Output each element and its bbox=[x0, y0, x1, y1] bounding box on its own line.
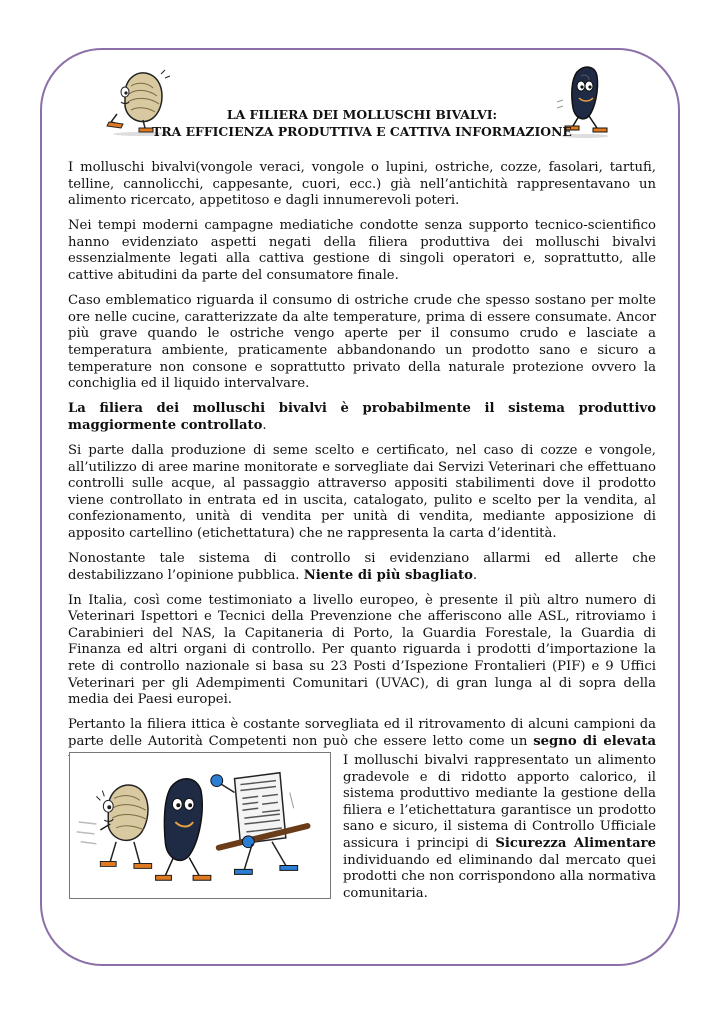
paragraph-6-bold: Niente di più sbagliato bbox=[303, 567, 473, 583]
paragraph-4-end: . bbox=[262, 417, 267, 433]
paragraph-8-end: . bbox=[287, 750, 292, 766]
mussel-character-icon bbox=[156, 779, 211, 880]
paragraph-7: In Italia, così come testimoniato a livello europeo, è presente il più altro numero di Veterinari Ispettori e Tecnici della Prevenzione che afferiscono alle ASL, ritroviamo i Carabinieri del NAS, la Capitaneria di Porto, la Guardia Forestale, la Guardia di Finanza ed altri organi di controllo. Per quanto riguarda i prodotti d’importazione la rete di controllo nazionale si basa su 23 Posti d’Ispezione Frontalieri (PIF) e 9 Uffici Veterinari per gli Adempimenti Comunitari (UVAC), di gran lunga al di sopra della media dei Paesi europei. bbox=[68, 592, 656, 708]
cartoon-illustration-image bbox=[69, 752, 331, 899]
title-line-2: TRA EFFICIENZA PRODUTTIVA E CATTIVA INFORMAZIONE bbox=[152, 124, 572, 139]
paragraph-6-text: Nonostante tale sistema di controllo si evidenziano allarmi ed allerte che destabilizzano l’opinione pubblica. bbox=[68, 550, 656, 583]
paragraph-4 bbox=[68, 401, 656, 434]
paragraph-4-bold: La filiera dei molluschi bivalvi è probabilmente il sistema produttivo maggiormente controllato bbox=[68, 401, 656, 433]
paragraph-6 bbox=[68, 551, 656, 584]
paragraph-8-bold: segno di elevata tutela per il cittadino italiano bbox=[68, 733, 657, 766]
paragraph-5: Si parte dalla produzione di seme scelto e certificato, nel caso di cozze e vongole, all’utilizzo di aree marine monitorate e sorvegliate dai Servizi Veterinari che effettuano controlli sulle acque, al passaggio attraverso appositi stabilimenti dove il prodotto viene controllato in entrata ed in uscita, catalogato, pulito e scelto per la vendita, al confezionamento, unità di vendita per unità di vendita, mediante apposizione di apposito cartellino (etichettatura) che ne rappresenta la carta d’identità. bbox=[68, 442, 656, 541]
paragraph-3: Caso emblematico riguarda il consumo di ostriche crude che spesso sostano per molte ore nelle cucine, caratterizzate da alte temperature, prima di essere consumate. Ancor più grave quando le ostriche vengo aperte per il consumo crudo e lasciate a temperatura ambiente, praticamente abbandonando un prodotto sano e sicuro a temperature non consone e soprattutto privato della naturale protezione ovvero la conchiglia ed il liquido intervalvare. bbox=[68, 293, 656, 392]
closing-bold: Sicurezza Alimentare bbox=[495, 835, 656, 851]
document-title bbox=[60, 106, 664, 140]
paragraph-8-text: Pertanto la filiera ittica è costante sorvegliata ed il ritrovamento di alcuni campioni da parte delle Autorità Competenti non può che essere letto come un bbox=[68, 717, 656, 749]
closing-paragraph bbox=[343, 753, 656, 902]
closing-text: I molluschi bivalvi rappresentato un alimento gradevole e di ridotto apporto calorico, il sistema produttivo mediante la gestione della filiera e l’etichettatura garantisce un prodotto sano e sicuro, il sistema di Controllo Ufficiale assicura i principi di bbox=[343, 753, 656, 851]
paragraph-6-end: . bbox=[472, 567, 478, 583]
paragraph-1: I molluschi bivalvi(vongole veraci, vongole o lupini, ostriche, cozze, fasolari, tartufi, telline, cannolicchi, cappesante, cuori, ecc.) già nell’antichità rappresentavano un alimento ricercato, appetitoso e dagli innumerevoli poteri. bbox=[68, 160, 656, 209]
closing-end: individuando ed eliminando dal mercato quei prodotti che non corrispondono alla normativa comunitaria. bbox=[343, 852, 656, 901]
title-line-1: LA FILIERA DEI MOLLUSCHI BIVALVI: bbox=[226, 107, 498, 122]
body-text bbox=[68, 160, 656, 776]
clam-character-icon bbox=[96, 785, 151, 868]
paragraph-2: Nei tempi moderni campagne mediatiche condotte senza supporto tecnico-scientifico hanno evidenziato aspetti negati della filiera produttiva dei molluschi bivalvi essenzialmente legati alla cattiva gestione di singoli operatori e, soprattutto, alle cattive abitudini da parte del consumatore finale. bbox=[68, 218, 656, 284]
newspaper-character-icon bbox=[211, 773, 308, 875]
